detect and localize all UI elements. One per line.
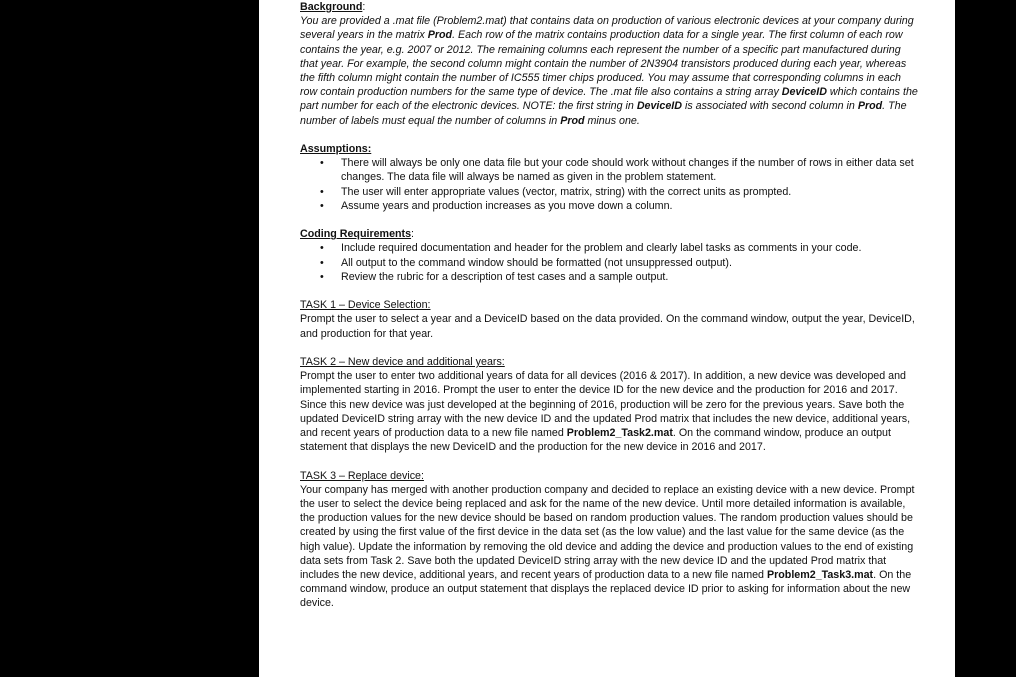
bullet-icon: • <box>320 185 324 198</box>
task1-heading: TASK 1 – Device Selection: <box>300 299 431 312</box>
document-page <box>259 0 955 677</box>
list-item: • Review the rubric for a description of test cases and a sample output. <box>320 270 669 283</box>
bullet-icon: • <box>320 256 324 269</box>
task2-body: Prompt the user to enter two additional years of data for all devices (2016 & 2017). In addition, a new device was developed and implemented starting in 2016. Prompt the user to enter the device ID for the new device and the production for 2016 and 2017. Since this new device was just developed at the beginning of 2016, production will be zero for the previous years. Save both the updated DeviceID string array with the new device ID and the updated Prod matrix that includes the new device, additional years, and recent years of production data to a new file named Problem2_Task2.mat. On the command window, produce an output statement that displays the new DeviceID and the production for the new device in 2016 and 2017. <box>300 370 911 454</box>
task1-body: Prompt the user to select a year and a DeviceID based on the data provided. On the command window, output the year, DeviceID, and production for that year. <box>300 313 915 340</box>
task3-body: Your company has merged with another production company and decided to replace an existing device with a new device. Prompt the user to select the device being replaced and ask for the name of the new device. Until more detailed information is available, the production values for the new device should be based on random production values. The random production values should be created by using the first value of the first device in the data set (as the low value) and the last value for the same device (as the high value). Update the information by removing the old device and adding the device and production values to the end of existing data sets from Task 2. Save both the updated DeviceID string array with the new device ID and the updated Prod matrix that includes the new device, additional years, and recent years of production data to a new file named Problem2_Task3.mat. On the command window, produce an output statement that displays the replaced device ID prior to asking for information about the new device. <box>300 483 915 610</box>
assumptions-list <box>300 156 918 213</box>
bullet-icon: • <box>320 157 324 170</box>
list-item: • Include required documentation and header for the problem and clearly label tasks as comments in your code. <box>320 242 862 255</box>
bullet-icon: • <box>320 242 324 255</box>
prod-term: Prod <box>857 100 883 113</box>
list-item: • The user will enter appropriate values (vector, matrix, string) with the correct units as prompted. <box>320 185 792 198</box>
coding-requirements-list <box>300 241 918 284</box>
task2-heading: TASK 2 – New device and additional years: <box>300 356 505 369</box>
document-content <box>300 0 918 611</box>
list-item: • All output to the command window should be formatted (not unsuppressed output). <box>320 256 732 269</box>
task3-filename: Problem2_Task3.mat <box>766 569 874 582</box>
prod-term: Prod <box>427 29 453 42</box>
prod-term: Prod <box>560 114 585 127</box>
list-item: • Assume years and production increases as you move down a column. <box>320 199 673 212</box>
task2-filename: Problem2_Task2.mat <box>566 427 673 440</box>
list-item: • There will always be only one data file but your code should work without changes if the number of rows in either data set changes. The data file will always be named as given in the problem statement. <box>320 157 914 184</box>
assumptions-heading: Assumptions: <box>300 143 372 156</box>
coding-requirements-heading: Coding Requirements: <box>300 228 415 241</box>
background-paragraph: You are provided a .mat file (Problem2.mat) that contains data on production of various electronic devices at your company during several years in the matrix Prod. Each row of the matrix contains production data for a single year. The first column of each row contains the year, e.g. 2007 or 2012. The remaining columns each represent the number of a specific part manufactured during that year. For example, the second column might contain the number of 2N3904 transistors produced during each year, whereas the fifth column might contain the number of IC555 timer chips produced. You may assume that corresponding columns in each row contain production numbers for the same type of device. The .mat file also contains a string array DeviceID which contains the part number for each of the electronic devices. NOTE: the first string in DeviceID is associated with second column in Prod. The number of labels must equal the number of columns in Prod minus one. <box>300 15 918 127</box>
background-heading: Background: <box>300 1 366 13</box>
bullet-icon: • <box>320 199 324 212</box>
deviceid-term: DeviceID <box>636 100 682 113</box>
deviceid-term: DeviceID <box>781 86 827 99</box>
task3-heading: TASK 3 – Replace device: <box>300 469 424 482</box>
bullet-icon: • <box>320 270 324 283</box>
